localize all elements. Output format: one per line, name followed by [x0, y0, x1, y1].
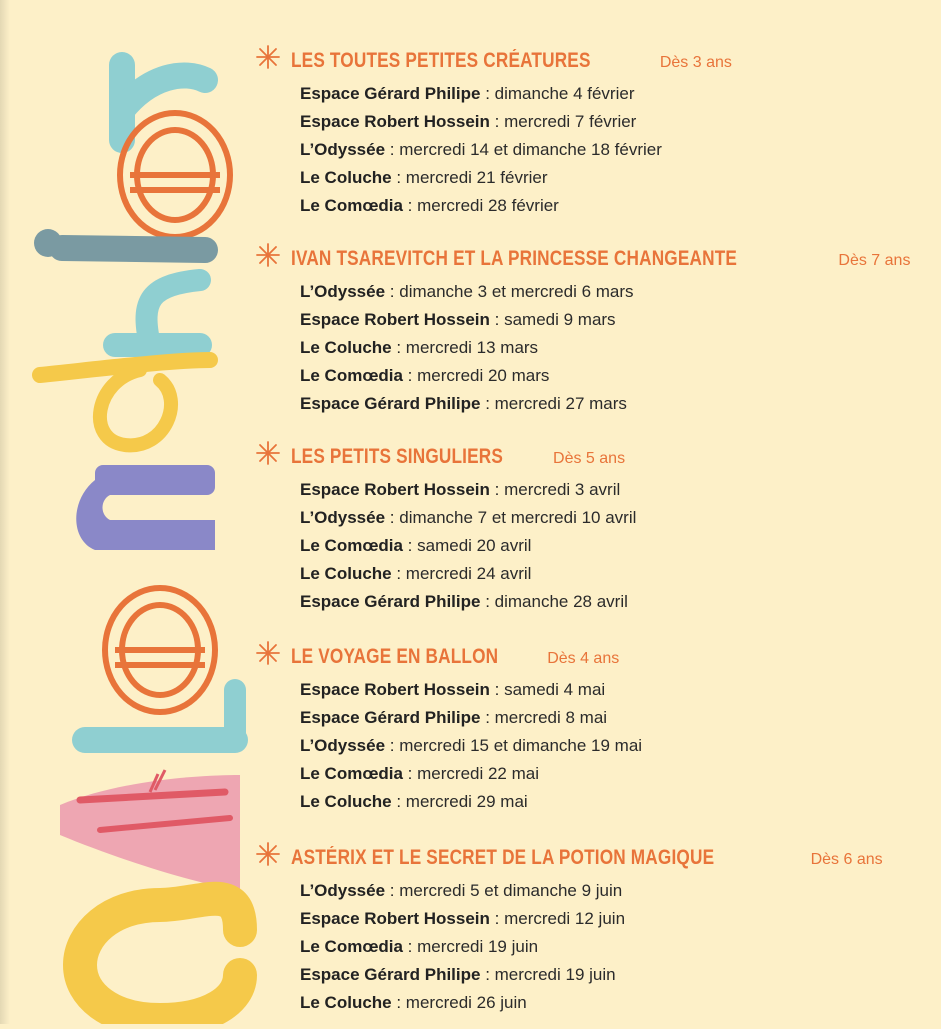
venue-name: Le Coluche [300, 338, 392, 357]
performance-row: Le Comœdia : mercredi 19 juin [300, 937, 539, 956]
star-icon [255, 242, 281, 268]
performance-row: Le Comœdia : samedi 20 avril [300, 536, 532, 555]
venue-name: Le Coluche [300, 168, 392, 187]
venue-name: Espace Robert Hossein [300, 909, 490, 928]
performance-date: dimanche 28 avril [494, 592, 628, 611]
performance-row: Le Comœdia : mercredi 22 mai [300, 764, 539, 783]
performance-row: Espace Robert Hossein : mercredi 7 février [300, 112, 637, 131]
performance-row: L’Odyssée : mercredi 15 et dimanche 19 mai [300, 736, 643, 755]
performance-row: Espace Robert Hossein : samedi 9 mars [300, 310, 616, 329]
performance-list [255, 877, 941, 1017]
event-block [255, 644, 941, 816]
venue-name: Le Coluche [300, 792, 392, 811]
performance-row: Le Comœdia : mercredi 20 mars [300, 366, 550, 385]
event-title-line [291, 444, 625, 472]
letter-c [80, 899, 240, 1020]
performance-row: Espace Robert Hossein : samedi 4 mai [300, 680, 606, 699]
event-age: Dès 4 ans [547, 650, 620, 667]
venue-name: Le Comœdia [300, 366, 403, 385]
performance-list [255, 476, 941, 616]
performance-row: Espace Gérard Philipe : dimanche 28 avril [300, 592, 628, 611]
venue-name: Espace Gérard Philipe [300, 592, 481, 611]
venue-name: Espace Robert Hossein [300, 112, 490, 131]
event-header [255, 246, 941, 278]
event-block [255, 845, 941, 1017]
performance-date: mercredi 28 février [417, 196, 559, 215]
event-age: Dès 5 ans [553, 450, 626, 467]
letter-d [40, 360, 210, 445]
performance-row: L’Odyssée : mercredi 5 et dimanche 9 juin [300, 881, 623, 900]
venue-name: Le Coluche [300, 993, 392, 1012]
performance-date: mercredi 24 avril [405, 564, 532, 583]
event-age: Dès 7 ans [838, 252, 911, 269]
performance-date: mercredi 15 et dimanche 19 mai [399, 736, 643, 755]
venue-name: Espace Robert Hossein [300, 480, 490, 499]
event-header [255, 644, 941, 676]
performance-date: mercredi 3 avril [504, 480, 621, 499]
performance-row: Le Comœdia : mercredi 28 février [300, 196, 559, 215]
performance-row: L’Odyssée : dimanche 3 et mercredi 6 mars [300, 282, 634, 301]
venue-name: L’Odyssée [300, 282, 386, 301]
performance-list [255, 278, 941, 418]
performance-date: mercredi 7 février [504, 112, 637, 131]
venue-name: Le Comœdia [300, 764, 403, 783]
performance-date: samedi 20 avril [417, 536, 532, 555]
event-title: IVAN TSAREVITCH ET LA PRINCESSE CHANGEANTE [291, 247, 738, 270]
performance-date: dimanche 3 et mercredi 6 mars [399, 282, 634, 301]
performance-row: Espace Robert Hossein : mercredi 3 avril [300, 480, 621, 499]
performance-row: Le Coluche : mercredi 13 mars [300, 338, 539, 357]
performance-date: mercredi 22 mai [417, 764, 539, 783]
performance-row: Espace Gérard Philipe : mercredi 19 juin [300, 965, 616, 984]
venue-name: Espace Robert Hossein [300, 310, 490, 329]
letter-a [60, 770, 240, 890]
performance-row: Le Coluche : mercredi 21 février [300, 168, 548, 187]
performance-row: Le Coluche : mercredi 24 avril [300, 564, 532, 583]
event-title: LES PETITS SINGULIERS [291, 445, 504, 468]
star-icon [255, 440, 281, 466]
event-header [255, 845, 941, 877]
event-title-line [291, 644, 619, 672]
performance-date: mercredi 26 juin [405, 993, 527, 1012]
performance-list [255, 676, 941, 816]
event-title: LE VOYAGE EN BALLON [291, 645, 499, 668]
letter-i [34, 229, 205, 257]
performance-list [255, 80, 941, 220]
performance-date: mercredi 12 juin [504, 909, 626, 928]
performance-row: Espace Gérard Philipe : dimanche 4 février [300, 84, 635, 103]
venue-name: Espace Gérard Philipe [300, 84, 481, 103]
venue-name: Espace Gérard Philipe [300, 965, 481, 984]
performance-date: mercredi 20 mars [417, 366, 550, 385]
event-age: Dès 3 ans [659, 54, 732, 71]
performance-date: samedi 4 mai [504, 680, 606, 699]
venue-name: Le Comœdia [300, 196, 403, 215]
performance-date: dimanche 4 février [494, 84, 635, 103]
venue-name: L’Odyssée [300, 881, 386, 900]
event-block [255, 444, 941, 616]
star-icon [255, 841, 281, 867]
letter-n [76, 465, 215, 550]
letter-e-top [120, 113, 230, 237]
performance-row: Espace Gérard Philipe : mercredi 27 mars [300, 394, 627, 413]
event-header [255, 48, 941, 80]
performance-date: mercredi 14 et dimanche 18 février [399, 140, 662, 159]
event-title-line [291, 246, 910, 274]
event-header [255, 444, 941, 476]
performance-date: mercredi 27 mars [494, 394, 627, 413]
venue-name: Le Comœdia [300, 937, 403, 956]
event-block [255, 246, 941, 418]
performance-row: Le Coluche : mercredi 29 mai [300, 792, 528, 811]
performance-date: mercredi 29 mai [405, 792, 528, 811]
performance-date: mercredi 5 et dimanche 9 juin [399, 881, 623, 900]
event-title-line [291, 48, 732, 76]
performance-date: mercredi 8 mai [494, 708, 608, 727]
venue-name: Espace Gérard Philipe [300, 708, 481, 727]
performance-date: mercredi 13 mars [405, 338, 539, 357]
performance-row: L’Odyssée : mercredi 14 et dimanche 18 février [300, 140, 662, 159]
performance-date: mercredi 19 juin [417, 937, 539, 956]
venue-name: Le Coluche [300, 564, 392, 583]
star-icon [255, 44, 281, 70]
performance-row: L’Odyssée : dimanche 7 et mercredi 10 avril [300, 508, 637, 527]
performance-row: Espace Robert Hossein : mercredi 12 juin [300, 909, 626, 928]
venue-name: L’Odyssée [300, 508, 386, 527]
performance-date: samedi 9 mars [504, 310, 616, 329]
venue-name: Espace Gérard Philipe [300, 394, 481, 413]
performance-row: Le Coluche : mercredi 26 juin [300, 993, 527, 1012]
venue-name: Espace Robert Hossein [300, 680, 490, 699]
letter-e-bottom [105, 588, 215, 712]
event-title: LES TOUTES PETITES CRÉATURES [291, 49, 591, 72]
event-block [255, 48, 941, 220]
venue-name: L’Odyssée [300, 736, 386, 755]
performance-date: mercredi 21 février [405, 168, 548, 187]
performance-row: Espace Gérard Philipe : mercredi 8 mai [300, 708, 608, 727]
event-age: Dès 6 ans [810, 851, 883, 868]
letter-r-2 [115, 280, 200, 345]
venue-name: Le Comœdia [300, 536, 403, 555]
event-title: ASTÉRIX ET LE SECRET DE LA POTION MAGIQUE [291, 846, 715, 869]
performance-date: mercredi 19 juin [494, 965, 616, 984]
performance-date: dimanche 7 et mercredi 10 avril [399, 508, 637, 527]
venue-name: L’Odyssée [300, 140, 386, 159]
star-icon [255, 640, 281, 666]
event-title-line [291, 845, 883, 873]
